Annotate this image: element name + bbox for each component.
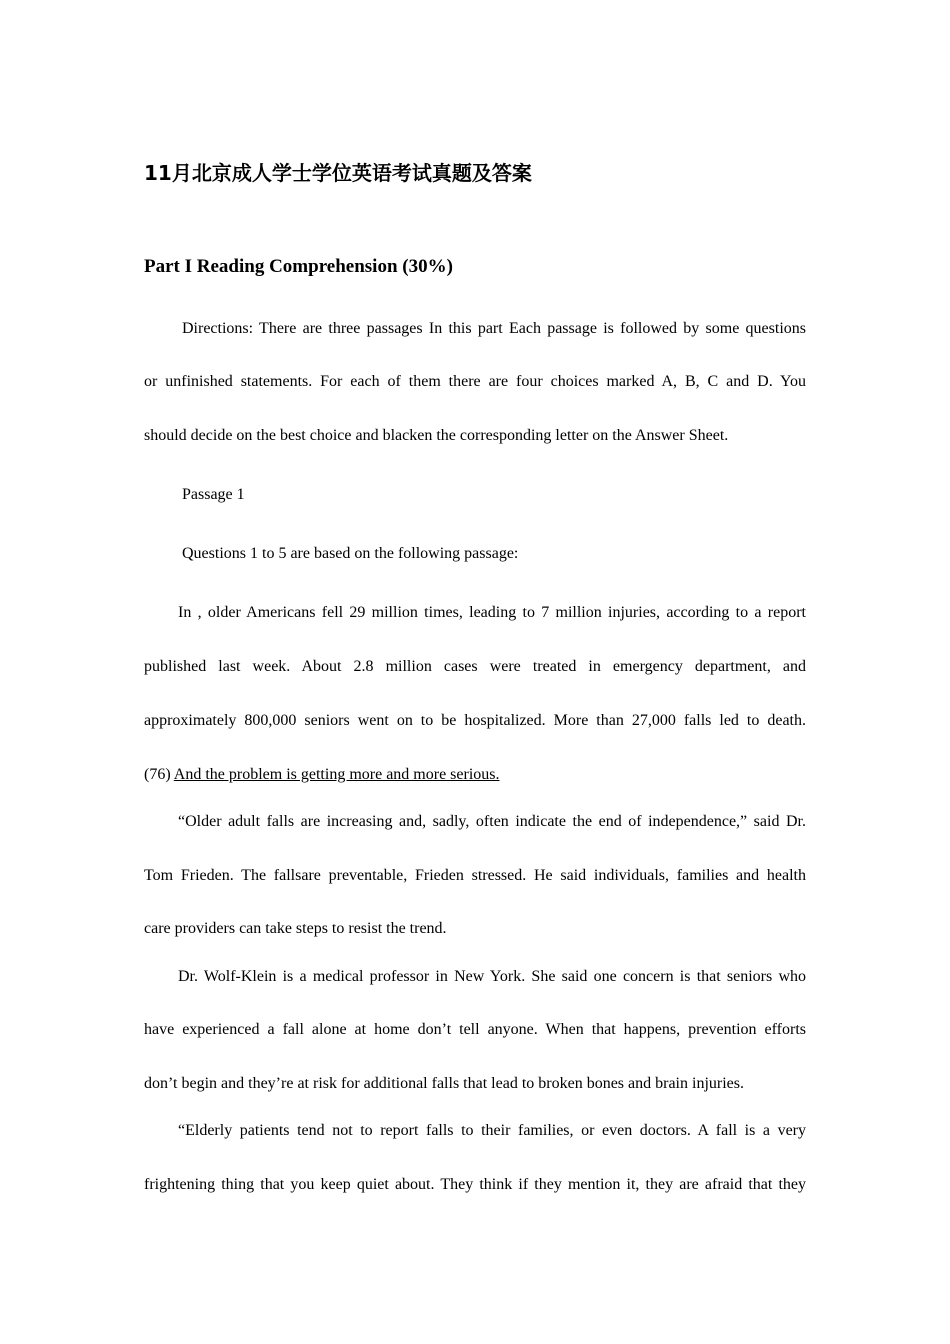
directions-line: Directions: There are three passages In this part Each passage is followed by some questions (182, 320, 806, 337)
paragraph-line: approximately 800,000 seniors went on to be hospitalized. More than 27,000 falls led to death. (144, 712, 806, 729)
paragraph-line (144, 765, 806, 785)
passage-label: Passage 1 (182, 486, 245, 503)
paragraph-line: Tom Frieden. The fallsare preventable, Frieden stressed. He said individuals, families and health (144, 867, 806, 884)
paragraph-line: In , older Americans fell 29 million times, leading to 7 million injuries, according to a report (178, 604, 806, 621)
underlined-sentence: And the problem is getting more and more serious. (173, 766, 500, 783)
paragraph-line: have experienced a fall alone at home don’t tell anyone. When that happens, prevention efforts (144, 1021, 806, 1038)
questions-intro: Questions 1 to 5 are based on the following passage: (182, 545, 519, 562)
directions-line: should decide on the best choice and blacken the corresponding letter on the Answer Sheet. (144, 427, 729, 444)
paragraph-line: Dr. Wolf-Klein is a medical professor in New York. She said one concern is that seniors who (178, 968, 806, 985)
part-heading: Part I Reading Comprehension (30%) (144, 256, 453, 277)
paragraph-line: “Older adult falls are increasing and, sadly, often indicate the end of independence,” said Dr. (178, 813, 806, 830)
document-title: 11月北京成人学士学位英语考试真题及答案 (144, 161, 532, 185)
directions-line: or unfinished statements. For each of them there are four choices marked A, B, C and D. You (144, 373, 806, 390)
paragraph-line: frightening thing that you keep quiet about. They think if they mention it, they are afraid that they (144, 1176, 806, 1193)
paragraph-line: published last week. About 2.8 million cases were treated in emergency department, and (144, 658, 806, 675)
paragraph-line: don’t begin and they’re at risk for additional falls that lead to broken bones and brain injuries. (144, 1075, 744, 1092)
paragraph-line: care providers can take steps to resist the trend. (144, 920, 447, 937)
paragraph-line: “Elderly patients tend not to report falls to their families, or even doctors. A fall is a very (178, 1122, 806, 1139)
question-marker: (76) (144, 766, 171, 783)
